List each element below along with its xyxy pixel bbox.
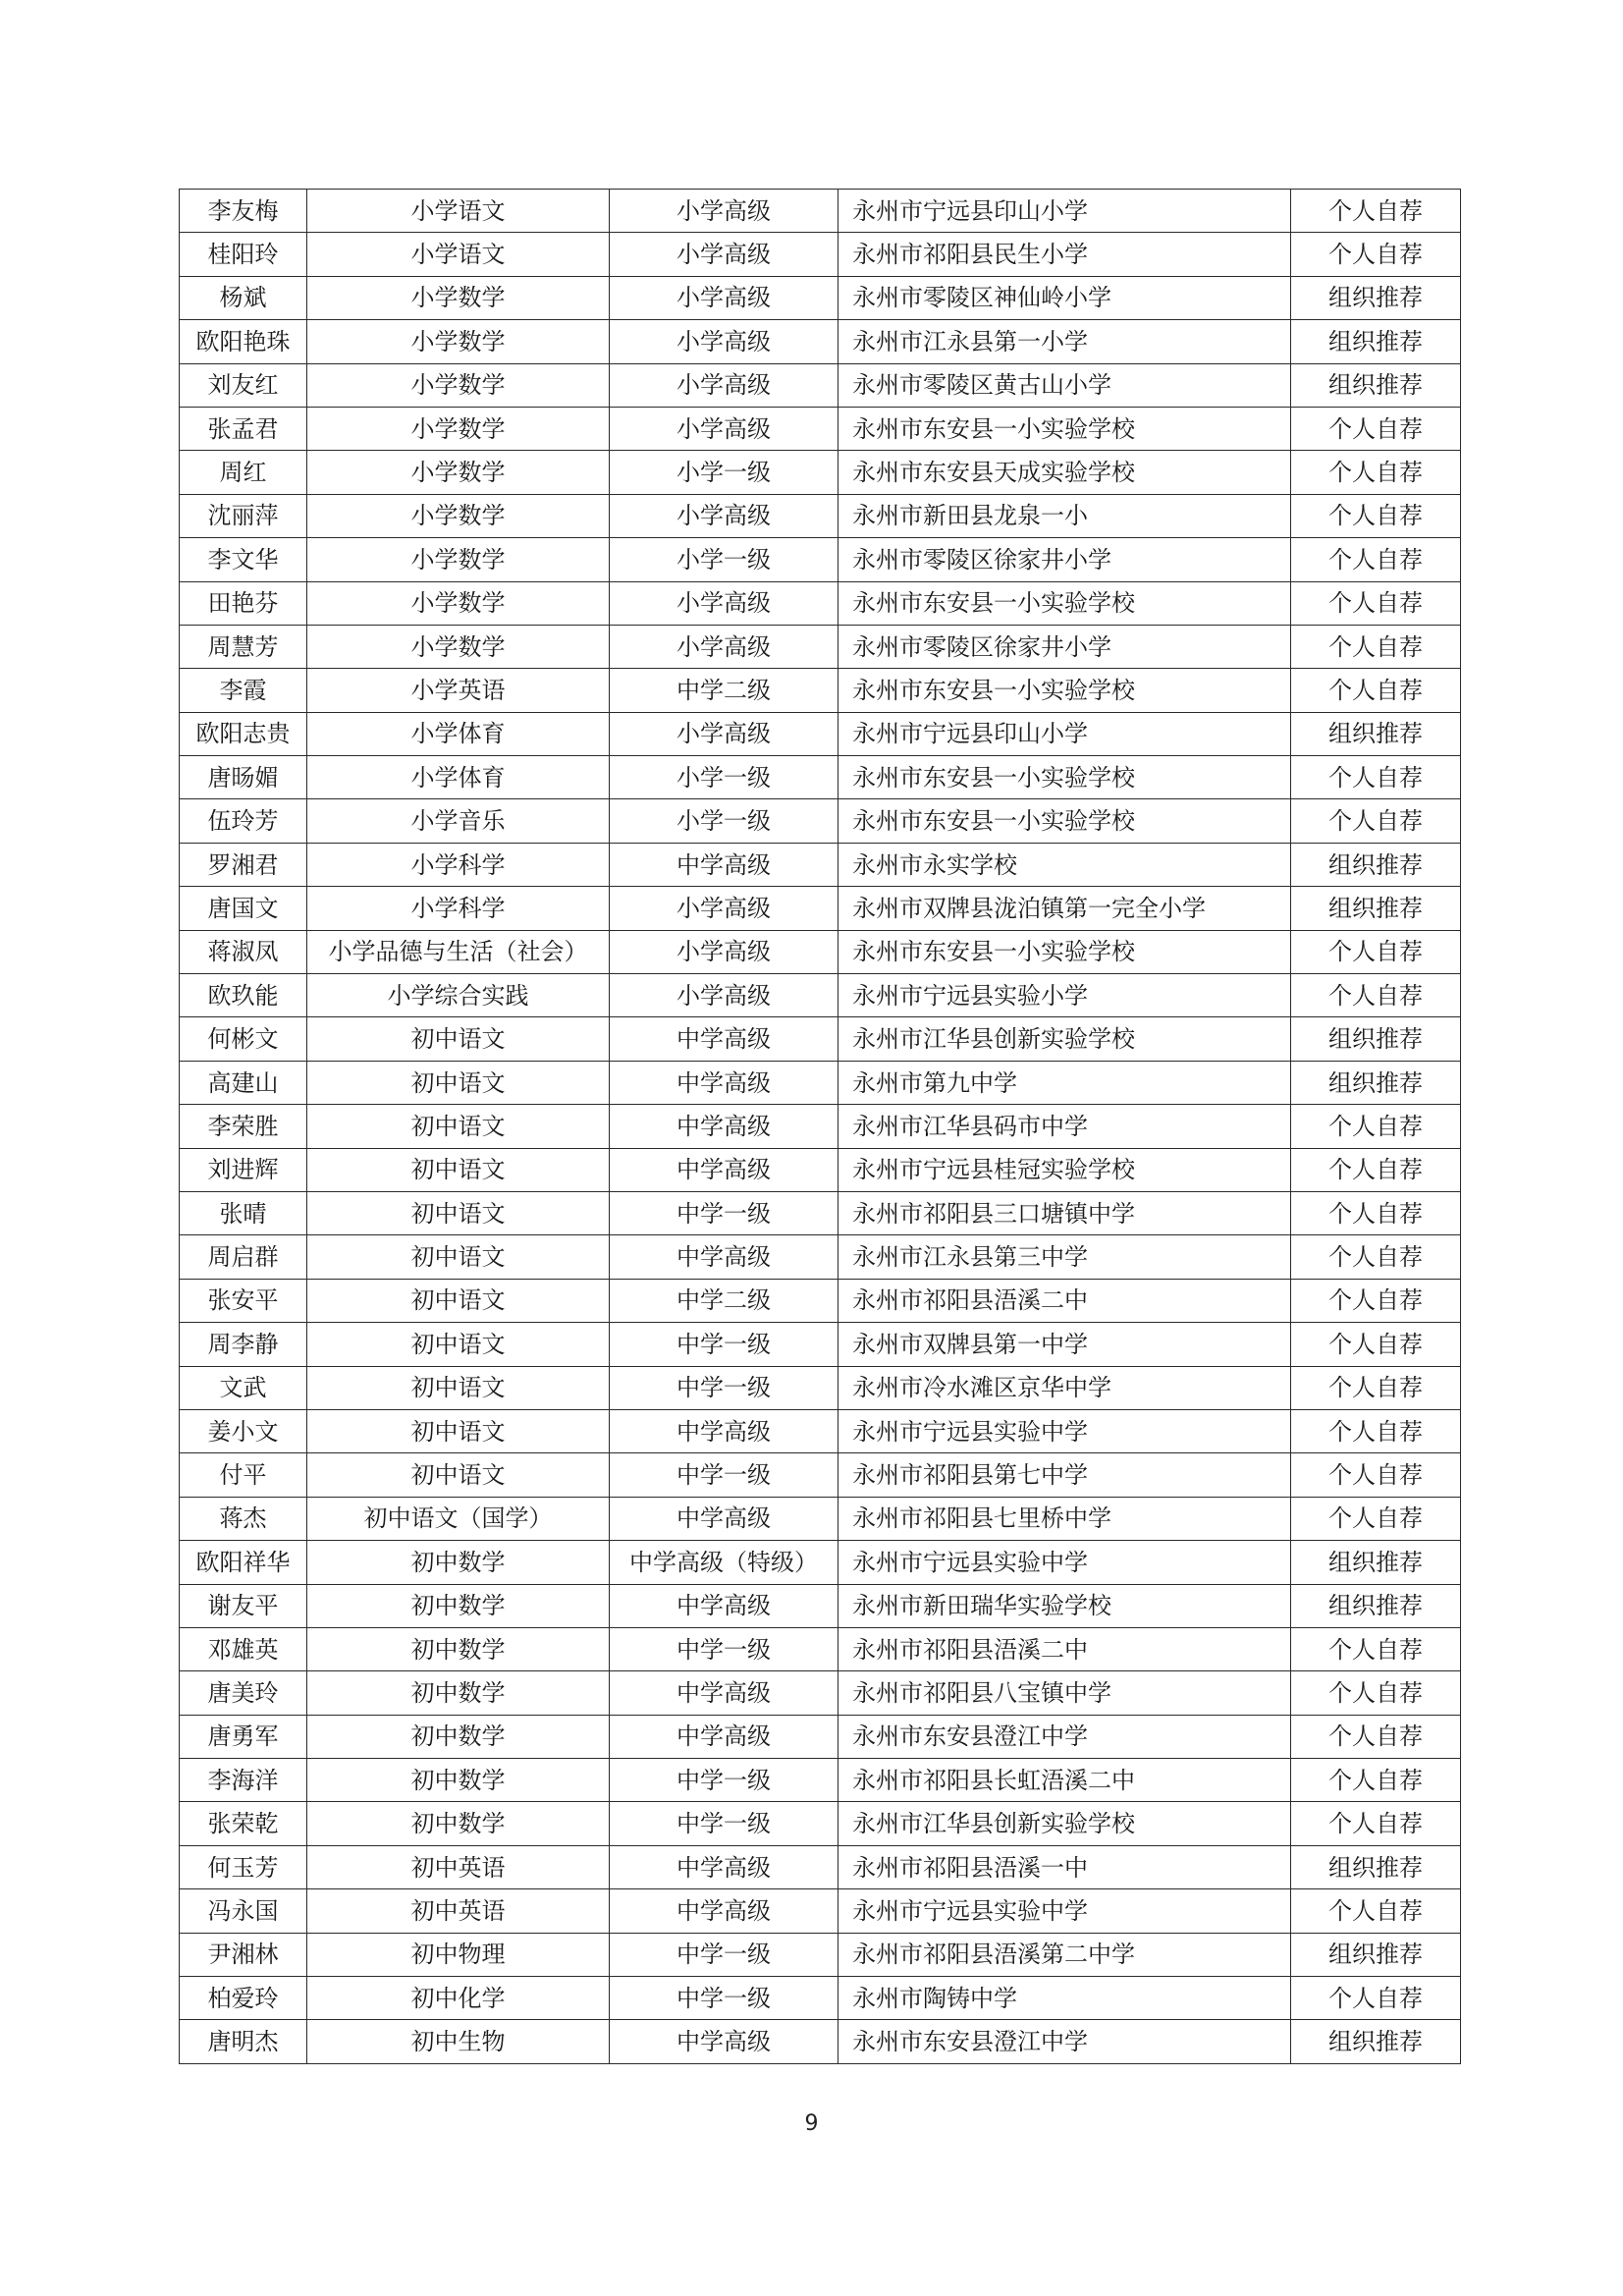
- subject-cell: 初中语文: [307, 1366, 610, 1409]
- name-cell: 沈丽萍: [180, 494, 307, 537]
- name-cell: 罗湘君: [180, 843, 307, 886]
- table-row: [180, 276, 1461, 319]
- school-cell: 永州市双牌县泷泊镇第一完全小学: [839, 887, 1291, 930]
- subject-cell: 小学数学: [307, 538, 610, 581]
- name-cell: 刘友红: [180, 363, 307, 407]
- title-cell: 中学高级: [610, 1845, 839, 1888]
- method-cell: 组织推荐: [1291, 1933, 1461, 1976]
- name-cell: 张荣乾: [180, 1802, 307, 1845]
- title-cell: 小学高级: [610, 363, 839, 407]
- method-cell: 个人自荐: [1291, 407, 1461, 450]
- name-cell: 柏爱玲: [180, 1977, 307, 2020]
- subject-cell: 初中语文: [307, 1235, 610, 1279]
- table-row: [180, 669, 1461, 712]
- name-cell: 文武: [180, 1366, 307, 1409]
- name-cell: 李霞: [180, 669, 307, 712]
- table-body: [180, 190, 1461, 2064]
- name-cell: 姜小文: [180, 1409, 307, 1452]
- title-cell: 中学高级: [610, 1584, 839, 1627]
- table-row: [180, 1061, 1461, 1104]
- school-cell: 永州市祁阳县八宝镇中学: [839, 1671, 1291, 1715]
- method-cell: 个人自荐: [1291, 1279, 1461, 1322]
- subject-cell: 小学语文: [307, 233, 610, 276]
- table-row: [180, 2020, 1461, 2063]
- school-cell: 永州市零陵区徐家井小学: [839, 538, 1291, 581]
- title-cell: 小学高级: [610, 930, 839, 973]
- name-cell: 李友梅: [180, 190, 307, 233]
- method-cell: 个人自荐: [1291, 1802, 1461, 1845]
- table-row: [180, 451, 1461, 494]
- school-cell: 永州市东安县澄江中学: [839, 2020, 1291, 2063]
- school-cell: 永州市祁阳县第七中学: [839, 1453, 1291, 1497]
- name-cell: 伍玲芳: [180, 799, 307, 843]
- title-cell: 小学高级: [610, 494, 839, 537]
- name-cell: 邓雄英: [180, 1627, 307, 1670]
- name-cell: 刘进辉: [180, 1148, 307, 1191]
- subject-cell: 初中语文: [307, 1017, 610, 1061]
- table-row: [180, 1409, 1461, 1452]
- subject-cell: 小学数学: [307, 276, 610, 319]
- table-row: [180, 320, 1461, 363]
- method-cell: 个人自荐: [1291, 669, 1461, 712]
- subject-cell: 初中数学: [307, 1715, 610, 1758]
- table-row: [180, 756, 1461, 799]
- table-row: [180, 1802, 1461, 1845]
- title-cell: 中学高级: [610, 1235, 839, 1279]
- school-cell: 永州市祁阳县民生小学: [839, 233, 1291, 276]
- table-row: [180, 1453, 1461, 1497]
- school-cell: 永州市零陵区神仙岭小学: [839, 276, 1291, 319]
- method-cell: 组织推荐: [1291, 1061, 1461, 1104]
- table-row: [180, 1323, 1461, 1366]
- subject-cell: 初中语文: [307, 1061, 610, 1104]
- method-cell: 组织推荐: [1291, 1584, 1461, 1627]
- name-cell: 周李静: [180, 1323, 307, 1366]
- title-cell: 中学一级: [610, 1366, 839, 1409]
- subject-cell: 小学数学: [307, 407, 610, 450]
- school-cell: 永州市东安县一小实验学校: [839, 756, 1291, 799]
- title-cell: 中学一级: [610, 1191, 839, 1234]
- name-cell: 何彬文: [180, 1017, 307, 1061]
- title-cell: 中学一级: [610, 1759, 839, 1802]
- table-row: [180, 1671, 1461, 1715]
- subject-cell: 初中数学: [307, 1802, 610, 1845]
- name-cell: 唐美玲: [180, 1671, 307, 1715]
- title-cell: 中学高级: [610, 1061, 839, 1104]
- table-row: [180, 1148, 1461, 1191]
- name-cell: 谢友平: [180, 1584, 307, 1627]
- name-cell: 李荣胜: [180, 1105, 307, 1148]
- name-cell: 欧阳艳珠: [180, 320, 307, 363]
- title-cell: 小学高级: [610, 320, 839, 363]
- name-cell: 欧阳祥华: [180, 1541, 307, 1584]
- method-cell: 个人自荐: [1291, 1453, 1461, 1497]
- name-cell: 尹湘林: [180, 1933, 307, 1976]
- subject-cell: 初中数学: [307, 1627, 610, 1670]
- school-cell: 永州市零陵区徐家井小学: [839, 625, 1291, 668]
- method-cell: 个人自荐: [1291, 538, 1461, 581]
- method-cell: 个人自荐: [1291, 1497, 1461, 1540]
- school-cell: 永州市江华县创新实验学校: [839, 1017, 1291, 1061]
- title-cell: 小学一级: [610, 538, 839, 581]
- name-cell: 唐勇军: [180, 1715, 307, 1758]
- table-row: [180, 1845, 1461, 1888]
- method-cell: 组织推荐: [1291, 1845, 1461, 1888]
- method-cell: 个人自荐: [1291, 233, 1461, 276]
- school-cell: 永州市东安县澄江中学: [839, 1715, 1291, 1758]
- name-cell: 张安平: [180, 1279, 307, 1322]
- subject-cell: 小学音乐: [307, 799, 610, 843]
- title-cell: 中学高级: [610, 1409, 839, 1452]
- method-cell: 个人自荐: [1291, 1409, 1461, 1452]
- method-cell: 组织推荐: [1291, 320, 1461, 363]
- table-row: [180, 233, 1461, 276]
- title-cell: 小学高级: [610, 190, 839, 233]
- school-cell: 永州市冷水滩区京华中学: [839, 1366, 1291, 1409]
- method-cell: 个人自荐: [1291, 1366, 1461, 1409]
- name-cell: 欧玖能: [180, 974, 307, 1017]
- title-cell: 中学高级: [610, 2020, 839, 2063]
- subject-cell: 初中语文: [307, 1279, 610, 1322]
- title-cell: 中学高级: [610, 1671, 839, 1715]
- subject-cell: 小学科学: [307, 887, 610, 930]
- title-cell: 小学一级: [610, 451, 839, 494]
- name-cell: 付平: [180, 1453, 307, 1497]
- method-cell: 个人自荐: [1291, 1977, 1461, 2020]
- subject-cell: 初中英语: [307, 1889, 610, 1933]
- method-cell: 个人自荐: [1291, 1235, 1461, 1279]
- title-cell: 中学一级: [610, 1627, 839, 1670]
- school-cell: 永州市江永县第三中学: [839, 1235, 1291, 1279]
- subject-cell: 小学综合实践: [307, 974, 610, 1017]
- name-cell: 何玉芳: [180, 1845, 307, 1888]
- subject-cell: 小学数学: [307, 363, 610, 407]
- table-row: [180, 494, 1461, 537]
- name-cell: 张晴: [180, 1191, 307, 1234]
- method-cell: 组织推荐: [1291, 2020, 1461, 2063]
- table-row: [180, 538, 1461, 581]
- school-cell: 永州市第九中学: [839, 1061, 1291, 1104]
- table-row: [180, 1366, 1461, 1409]
- school-cell: 永州市祁阳县浯溪二中: [839, 1627, 1291, 1670]
- subject-cell: 小学体育: [307, 712, 610, 755]
- table-row: [180, 1627, 1461, 1670]
- table-row: [180, 190, 1461, 233]
- title-cell: 小学一级: [610, 799, 839, 843]
- subject-cell: 初中语文: [307, 1323, 610, 1366]
- title-cell: 中学一级: [610, 1977, 839, 2020]
- method-cell: 个人自荐: [1291, 974, 1461, 1017]
- name-cell: 桂阳玲: [180, 233, 307, 276]
- school-cell: 永州市祁阳县七里桥中学: [839, 1497, 1291, 1540]
- method-cell: 个人自荐: [1291, 1191, 1461, 1234]
- name-cell: 李文华: [180, 538, 307, 581]
- name-cell: 冯永国: [180, 1889, 307, 1933]
- school-cell: 永州市祁阳县浯溪二中: [839, 1279, 1291, 1322]
- subject-cell: 小学数学: [307, 320, 610, 363]
- school-cell: 永州市祁阳县长虹浯溪二中: [839, 1759, 1291, 1802]
- school-cell: 永州市东安县天成实验学校: [839, 451, 1291, 494]
- title-cell: 中学一级: [610, 1453, 839, 1497]
- table-row: [180, 1715, 1461, 1758]
- school-cell: 永州市江华县码市中学: [839, 1105, 1291, 1148]
- school-cell: 永州市江华县创新实验学校: [839, 1802, 1291, 1845]
- method-cell: 组织推荐: [1291, 1541, 1461, 1584]
- title-cell: 小学高级: [610, 887, 839, 930]
- name-cell: 蒋杰: [180, 1497, 307, 1540]
- page-number: 9: [804, 2111, 819, 2136]
- method-cell: 组织推荐: [1291, 887, 1461, 930]
- title-cell: 小学高级: [610, 276, 839, 319]
- title-cell: 中学高级: [610, 1715, 839, 1758]
- title-cell: 中学一级: [610, 1323, 839, 1366]
- school-cell: 永州市永实学校: [839, 843, 1291, 886]
- school-cell: 永州市宁远县实验中学: [839, 1409, 1291, 1452]
- title-cell: 小学高级: [610, 581, 839, 625]
- name-cell: 田艳芬: [180, 581, 307, 625]
- school-cell: 永州市江永县第一小学: [839, 320, 1291, 363]
- subject-cell: 初中语文（国学）: [307, 1497, 610, 1540]
- title-cell: 小学高级: [610, 407, 839, 450]
- title-cell: 小学高级: [610, 974, 839, 1017]
- method-cell: 个人自荐: [1291, 190, 1461, 233]
- method-cell: 个人自荐: [1291, 756, 1461, 799]
- table-row: [180, 363, 1461, 407]
- table-row: [180, 1191, 1461, 1234]
- method-cell: 组织推荐: [1291, 1017, 1461, 1061]
- school-cell: 永州市祁阳县浯溪一中: [839, 1845, 1291, 1888]
- method-cell: 个人自荐: [1291, 1759, 1461, 1802]
- method-cell: 个人自荐: [1291, 1148, 1461, 1191]
- name-cell: 李海洋: [180, 1759, 307, 1802]
- name-cell: 欧阳志贵: [180, 712, 307, 755]
- method-cell: 个人自荐: [1291, 799, 1461, 843]
- school-cell: 永州市宁远县实验中学: [839, 1541, 1291, 1584]
- title-cell: 中学高级: [610, 1017, 839, 1061]
- title-cell: 小学高级: [610, 625, 839, 668]
- subject-cell: 初中语文: [307, 1191, 610, 1234]
- school-cell: 永州市宁远县实验中学: [839, 1889, 1291, 1933]
- school-cell: 永州市东安县一小实验学校: [839, 581, 1291, 625]
- title-cell: 中学高级: [610, 1148, 839, 1191]
- title-cell: 中学二级: [610, 669, 839, 712]
- table-row: [180, 930, 1461, 973]
- school-cell: 永州市东安县一小实验学校: [839, 799, 1291, 843]
- method-cell: 个人自荐: [1291, 1627, 1461, 1670]
- school-cell: 永州市宁远县印山小学: [839, 712, 1291, 755]
- table-row: [180, 1977, 1461, 2020]
- school-cell: 永州市东安县一小实验学校: [839, 669, 1291, 712]
- title-cell: 中学高级（特级）: [610, 1541, 839, 1584]
- title-cell: 中学高级: [610, 1889, 839, 1933]
- method-cell: 个人自荐: [1291, 451, 1461, 494]
- table-row: [180, 843, 1461, 886]
- subject-cell: 初中数学: [307, 1671, 610, 1715]
- name-cell: 蒋淑凤: [180, 930, 307, 973]
- subject-cell: 初中英语: [307, 1845, 610, 1888]
- name-cell: 周红: [180, 451, 307, 494]
- table-row: [180, 625, 1461, 668]
- table-row: [180, 1017, 1461, 1061]
- title-cell: 中学高级: [610, 1105, 839, 1148]
- title-cell: 中学一级: [610, 1802, 839, 1845]
- method-cell: 个人自荐: [1291, 1715, 1461, 1758]
- school-cell: 永州市零陵区黄古山小学: [839, 363, 1291, 407]
- table-row: [180, 1279, 1461, 1322]
- name-cell: 唐旸媚: [180, 756, 307, 799]
- method-cell: 个人自荐: [1291, 1323, 1461, 1366]
- table-row: [180, 1933, 1461, 1976]
- school-cell: 永州市宁远县桂冠实验学校: [839, 1148, 1291, 1191]
- table-row: [180, 1759, 1461, 1802]
- school-cell: 永州市祁阳县三口塘镇中学: [839, 1191, 1291, 1234]
- subject-cell: 小学数学: [307, 494, 610, 537]
- name-cell: 杨斌: [180, 276, 307, 319]
- method-cell: 个人自荐: [1291, 581, 1461, 625]
- school-cell: 永州市祁阳县浯溪第二中学: [839, 1933, 1291, 1976]
- method-cell: 个人自荐: [1291, 1671, 1461, 1715]
- subject-cell: 小学数学: [307, 451, 610, 494]
- title-cell: 小学高级: [610, 233, 839, 276]
- subject-cell: 初中数学: [307, 1584, 610, 1627]
- school-cell: 永州市新田县龙泉一小: [839, 494, 1291, 537]
- subject-cell: 小学语文: [307, 190, 610, 233]
- method-cell: 组织推荐: [1291, 276, 1461, 319]
- subject-cell: 小学数学: [307, 581, 610, 625]
- title-cell: 中学高级: [610, 843, 839, 886]
- subject-cell: 小学品德与生活（社会）: [307, 930, 610, 973]
- name-cell: 周启群: [180, 1235, 307, 1279]
- table-row: [180, 1584, 1461, 1627]
- method-cell: 组织推荐: [1291, 363, 1461, 407]
- method-cell: 个人自荐: [1291, 1105, 1461, 1148]
- subject-cell: 初中语文: [307, 1148, 610, 1191]
- school-cell: 永州市宁远县印山小学: [839, 190, 1291, 233]
- table-row: [180, 1497, 1461, 1540]
- name-cell: 唐国文: [180, 887, 307, 930]
- table-row: [180, 887, 1461, 930]
- subject-cell: 初中化学: [307, 1977, 610, 2020]
- method-cell: 个人自荐: [1291, 1889, 1461, 1933]
- subject-cell: 初中物理: [307, 1933, 610, 1976]
- table-row: [180, 581, 1461, 625]
- method-cell: 个人自荐: [1291, 494, 1461, 537]
- subject-cell: 小学数学: [307, 625, 610, 668]
- school-cell: 永州市双牌县第一中学: [839, 1323, 1291, 1366]
- title-cell: 中学高级: [610, 1497, 839, 1540]
- method-cell: 组织推荐: [1291, 843, 1461, 886]
- table-row: [180, 1105, 1461, 1148]
- school-cell: 永州市宁远县实验小学: [839, 974, 1291, 1017]
- method-cell: 个人自荐: [1291, 930, 1461, 973]
- subject-cell: 小学科学: [307, 843, 610, 886]
- table-row: [180, 1889, 1461, 1933]
- title-cell: 中学一级: [610, 1933, 839, 1976]
- title-cell: 小学一级: [610, 756, 839, 799]
- school-cell: 永州市东安县一小实验学校: [839, 407, 1291, 450]
- table-row: [180, 799, 1461, 843]
- subject-cell: 初中数学: [307, 1541, 610, 1584]
- method-cell: 个人自荐: [1291, 625, 1461, 668]
- subject-cell: 初中语文: [307, 1453, 610, 1497]
- school-cell: 永州市新田瑞华实验学校: [839, 1584, 1291, 1627]
- school-cell: 永州市东安县一小实验学校: [839, 930, 1291, 973]
- subject-cell: 初中语文: [307, 1105, 610, 1148]
- name-cell: 张孟君: [180, 407, 307, 450]
- table-row: [180, 1235, 1461, 1279]
- table-row: [180, 712, 1461, 755]
- subject-cell: 小学英语: [307, 669, 610, 712]
- table-row: [180, 974, 1461, 1017]
- candidate-table: [179, 189, 1461, 2064]
- subject-cell: 初中语文: [307, 1409, 610, 1452]
- subject-cell: 初中生物: [307, 2020, 610, 2063]
- title-cell: 小学高级: [610, 712, 839, 755]
- title-cell: 中学二级: [610, 1279, 839, 1322]
- name-cell: 周慧芳: [180, 625, 307, 668]
- method-cell: 组织推荐: [1291, 712, 1461, 755]
- table-row: [180, 407, 1461, 450]
- name-cell: 高建山: [180, 1061, 307, 1104]
- subject-cell: 小学体育: [307, 756, 610, 799]
- name-cell: 唐明杰: [180, 2020, 307, 2063]
- subject-cell: 初中数学: [307, 1759, 610, 1802]
- school-cell: 永州市陶铸中学: [839, 1977, 1291, 2020]
- table-row: [180, 1541, 1461, 1584]
